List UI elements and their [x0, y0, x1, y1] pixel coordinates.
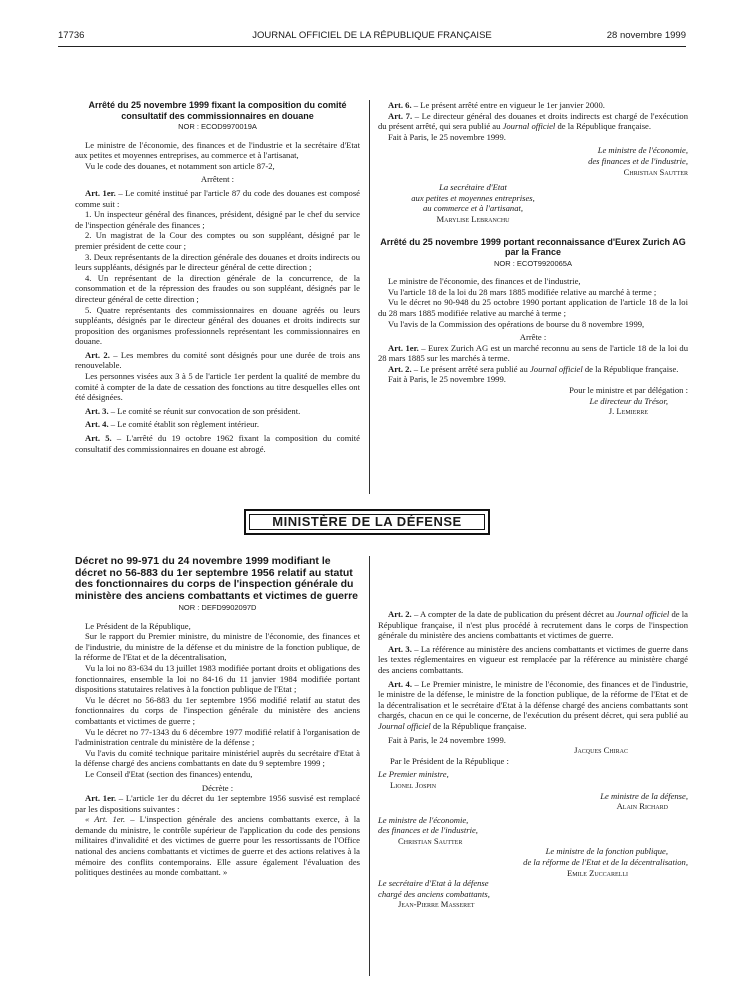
signatory-name: Marylise Lebranchu [436, 213, 510, 224]
article-2 [378, 364, 688, 375]
signatory-title: Le directeur du Trésor, [589, 395, 668, 406]
signatory-title: aux petites et moyennes entreprises, [411, 192, 535, 203]
article-7 [378, 111, 688, 132]
preamble: Le Président de la République, [85, 620, 191, 631]
article-2-paragraph: Les personnes visées aux 3 à 5 de l'article 1er perdent la qualité de membre du comité à compter de la date de cessation des fonctions au titre desquelles elles ont été désignées. [75, 371, 360, 403]
article-5 [75, 433, 360, 454]
article-text: – L'article 1er du décret du 1er septembre 1956 susvisé est remplacé par les dispositions suivantes : [75, 793, 360, 814]
article-text: de la République française, il n'est plus procédé à recrutement dans le corps de l'inspection générale du ministère des anciens combattants et victimes de guerre. [378, 609, 688, 641]
article-text: de la République française. [430, 720, 527, 731]
article-label: Art. 3. [388, 643, 412, 654]
journal-officiel-ref: Journal officiel [616, 609, 670, 619]
preamble: Vu le décret no 56-883 du 1er septembre 1956 modifié relatif au statut des fonctionnaires du corps de l'inspection générale du ministère des anciens combattants et victimes de guerre ; [75, 694, 360, 726]
page-header [58, 30, 686, 46]
signatory-title: au commerce et à l'artisanat, [422, 203, 524, 214]
preamble: Le Conseil d'Etat (section des finances) entendu, [85, 768, 253, 779]
article-label: Art. 5. [85, 433, 112, 444]
decret-column-2 [378, 556, 688, 910]
list-item: 5. Quatre représentants des commissionnaires en douane agréés ou leurs suppléants, désignés par le directeur général des douanes et droits indirects sur proposition des organismes professionnels représentant les commissionnaires en douane. [75, 304, 360, 347]
page-number: 17736 [58, 30, 85, 41]
article-4 [378, 679, 688, 732]
article-text: – Le comité établit son règlement intérieur. [108, 419, 259, 430]
decret-nor: NOR : DEFD9902097D [178, 603, 257, 612]
column-overflow-spacer [378, 556, 688, 606]
ministry-banner: MINISTÈRE DE LA DÉFENSE [244, 509, 490, 535]
article-2 [75, 350, 360, 371]
article-4 [75, 419, 360, 430]
journal-officiel-ref: Journal officiel [378, 720, 431, 731]
article-label: Art. 2. [85, 349, 110, 360]
signature-place-date: Fait à Paris, le 25 novembre 1999. [388, 131, 506, 142]
article-label: Art. 1er. [388, 342, 419, 353]
arrete-eurex-nor: NOR : ECOT9920065A [494, 258, 572, 268]
list-item: 4. Un représentant de la direction générale de la concurrence, de la consommation et de la répression des fraudes ou son suppléant, désignés par le directeur général de cette direction ; [75, 272, 360, 304]
signatory-name: Christian Sautter [623, 166, 688, 177]
preamble: Le ministre de l'économie, des finances et de l'industrie, [388, 276, 581, 287]
article-label: Art. 3. [85, 405, 109, 416]
arrete-eurex-title: Arrêté du 25 novembre 1999 portant reconnaissance d'Eurex Zurich AG par la France [380, 236, 686, 258]
issue-date: 28 novembre 1999 [606, 30, 686, 41]
signatory-title: des finances et de l'industrie, [588, 155, 688, 166]
article-text: de la République française. [555, 121, 651, 132]
signatory-title: des finances et de l'industrie, [378, 825, 478, 836]
header-rule [58, 46, 686, 47]
president-name: Jacques Chirac [574, 745, 628, 756]
article-text: – Le Premier ministre, le ministre de l'économie, des finances et de l'industrie, le ministre de la défense, le ministre de la fonction publique, de la réforme de l'Etat et de la décentralisation et le secrétaire d'Etat à la défense chargé des anciens combattants sont chargés, chacun en ce qui le concerne, de l'exécution du présent décret, qui sera publié au [378, 678, 688, 721]
column-divider-bottom [369, 556, 370, 976]
journal-officiel-ref: Journal officiel [529, 363, 583, 374]
article-1 [75, 793, 360, 814]
preamble: Vu le décret no 90-948 du 25 octobre 1990 portant application de l'article 18 de la loi du 28 mars 1885 modifiée relative au marché à terme ; [378, 297, 688, 318]
signatory-name: J. Lemierre [608, 406, 648, 417]
signatory-delegation: Pour le ministre et par délégation : [569, 385, 688, 396]
signatory-title: Le secrétaire d'Etat à la défense [378, 878, 489, 889]
preamble: Vu le code des douanes, et notamment son article 87-2, [85, 160, 275, 171]
article-text: – La référence au ministère des anciens combattants et victimes de guerre dans les textes réglementaires en vigueur est remplacée par la référence au ministère chargé des anciens combattants. [378, 643, 689, 675]
quote-text: – L'inspection générale des anciens combattants exerce, à la demande du ministre, le contrôle supérieur de l'application du code des pensions militaires d'invalidité et des victimes de guerre pour les ressortissants de l'Office national des anciens combattants et victimes de guerre et des actions relatives à la mémoire des conflits contemporains. Elle assure également l'évaluation des politiques destinées au monde combattant. » [75, 814, 360, 878]
article-text: – Le comité institué par l'article 87 du code des douanes est composé comme suit : [75, 187, 360, 209]
signatory-title: de la réforme de l'Etat et de la décentralisation, [523, 857, 688, 868]
article-text: – Le présent arrêté sera publié au [411, 363, 530, 374]
signatory-title: Le ministre de l'économie, [378, 814, 469, 825]
article-1-quote [75, 814, 360, 878]
signatory-title: Le Premier ministre, [378, 769, 449, 780]
journal-title: JOURNAL OFFICIEL DE LA RÉPUBLIQUE FRANÇAISE [252, 30, 492, 41]
signatory-title: Le ministre de l'économie, [597, 145, 688, 156]
signatory-title: Le ministre de la défense, [600, 790, 688, 801]
article-text: – Les membres du comité sont désignés pour une durée de trois ans renouvelable. [75, 349, 360, 371]
article-1 [75, 188, 360, 209]
signatory-name: Christian Sautter [398, 835, 463, 846]
journal-officiel-ref: Journal officiel [502, 121, 556, 132]
arrete-column-2 [378, 100, 688, 417]
article-text: – Le comité se réunit sur convocation de son président. [108, 405, 301, 416]
preamble: Vu l'article 18 de la loi du 28 mars 1885 modifiée relative au marché à terme ; [388, 286, 657, 297]
article-text: – A compter de la date de publication du présent décret au [411, 609, 617, 619]
preamble: Vu le décret no 77-1343 du 6 décembre 1977 modifié relatif à l'organisation de l'administration centrale du ministère de la défense ; [75, 726, 360, 748]
preamble: Sur le rapport du Premier ministre, du ministre de l'économie, des finances et de l'industrie, du ministre de la défense et du ministre de la fonction publique, de la réforme de l'Etat et de la décentralisation, [75, 631, 360, 663]
article-1 [378, 343, 688, 364]
preamble: Vu la loi no 83-634 du 13 juillet 1983 modifiée portant droits et obligations des fonctionnaires, ensemble la loi no 84-16 du 11 janvier 1984 modifiée portant dispositions statutaires relatives à la fonction publique de l'Etat ; [75, 662, 360, 695]
article-label: Art. 6. [388, 100, 412, 110]
arrete-douane-nor: NOR : ECOD9970019A [178, 122, 257, 131]
list-item: 3. Deux représentants de la direction générale des douanes et droits indirects ou leurs suppléants, désignés par le directeur général de cette direction ; [75, 251, 360, 273]
preamble: Vu l'avis du comité technique paritaire ministériel auprès du secrétaire d'Etat à la défense chargé des anciens combattants en date du 9 septembre 1999 ; [75, 747, 360, 769]
article-label: Art. 4. [85, 419, 109, 430]
par-le-president: Par le Président de la République : [390, 755, 509, 766]
decret-title: Décret no 99-971 du 24 novembre 1999 modifiant le décret no 56-883 du 1er septembre 1956 relatif au statut des fonctionnaires du corps de l'inspection générale du ministère des anciens combattants et victimes de guerre [75, 555, 359, 602]
signatory-name: Lionel Jospin [390, 779, 437, 790]
article-2 [378, 609, 688, 641]
decret-column-1 [75, 556, 360, 878]
article-text: – Le directeur général des douanes et droits indirects est chargé de l'exécution du présent arrêté, qui sera publié au [378, 110, 688, 132]
signature-place-date: Fait à Paris, le 24 novembre 1999. [388, 734, 506, 745]
article-label: Art. 1er. [85, 187, 116, 198]
signatory-title: La secrétaire d'Etat [439, 182, 507, 193]
article-6 [378, 100, 688, 111]
arretent-heading: Arrêtent : [200, 174, 235, 185]
column-divider-top [369, 100, 370, 494]
article-text: – Eurex Zurich AG est un marché reconnu au sens de l'article 18 de la loi du 28 mars 1885 sur les marchés à terme. [378, 342, 688, 364]
signatory-block-2 [378, 182, 568, 224]
article-label: Art. 2. [388, 363, 412, 374]
arrete-douane-title: Arrêté du 25 novembre 1999 fixant la composition du comité consultatif des commissionnaires en douane [88, 100, 347, 121]
article-label: Art. 4. [388, 678, 412, 689]
article-text: – L'arrêté du 19 octobre 1962 fixant la composition du comité consultatif des commissionnaires en douane est abrogé. [75, 433, 360, 454]
list-item: 1. Un inspecteur général des finances, président, désigné par le chef du service de l'inspection générale des finances ; [75, 209, 360, 230]
arrete-heading: Arrête : [519, 332, 547, 343]
signatory-title: chargé des anciens combattants, [378, 888, 490, 899]
article-label: Art. 2. [388, 609, 412, 619]
preamble: Vu l'avis de la Commission des opérations de bourse du 8 novembre 1999, [388, 318, 645, 329]
article-label: Art. 7. [388, 110, 413, 121]
preamble: Le ministre de l'économie, des finances et de l'industrie et la secrétaire d'Etat aux petites et moyennes entreprises, au commerce et à l'artisanat, [75, 139, 360, 161]
signatory-title: Le ministre de la fonction publique, [545, 846, 668, 857]
signatory-name: Alain Richard [616, 801, 668, 812]
article-3 [75, 406, 360, 417]
list-item: 2. Un magistrat de la Cour des comptes ou son suppléant, désigné par le premier président de cette cour ; [75, 230, 360, 251]
article-text: – Le présent arrêté entre en vigueur le 1er janvier 2000. [411, 100, 605, 110]
quote-label: « Art. 1er. [85, 814, 126, 825]
signatory-name: Emile Zuccarelli [567, 867, 628, 878]
article-3 [378, 644, 688, 676]
arrete-douane-column-1 [75, 100, 360, 454]
signature-place-date: Fait à Paris, le 25 novembre 1999. [388, 374, 506, 385]
article-text: de la République française. [582, 363, 679, 374]
article-label: Art. 1er. [85, 793, 117, 804]
decrete-heading: Décrète : [201, 782, 234, 793]
signatory-name: Jean-Pierre Masseret [398, 899, 475, 910]
